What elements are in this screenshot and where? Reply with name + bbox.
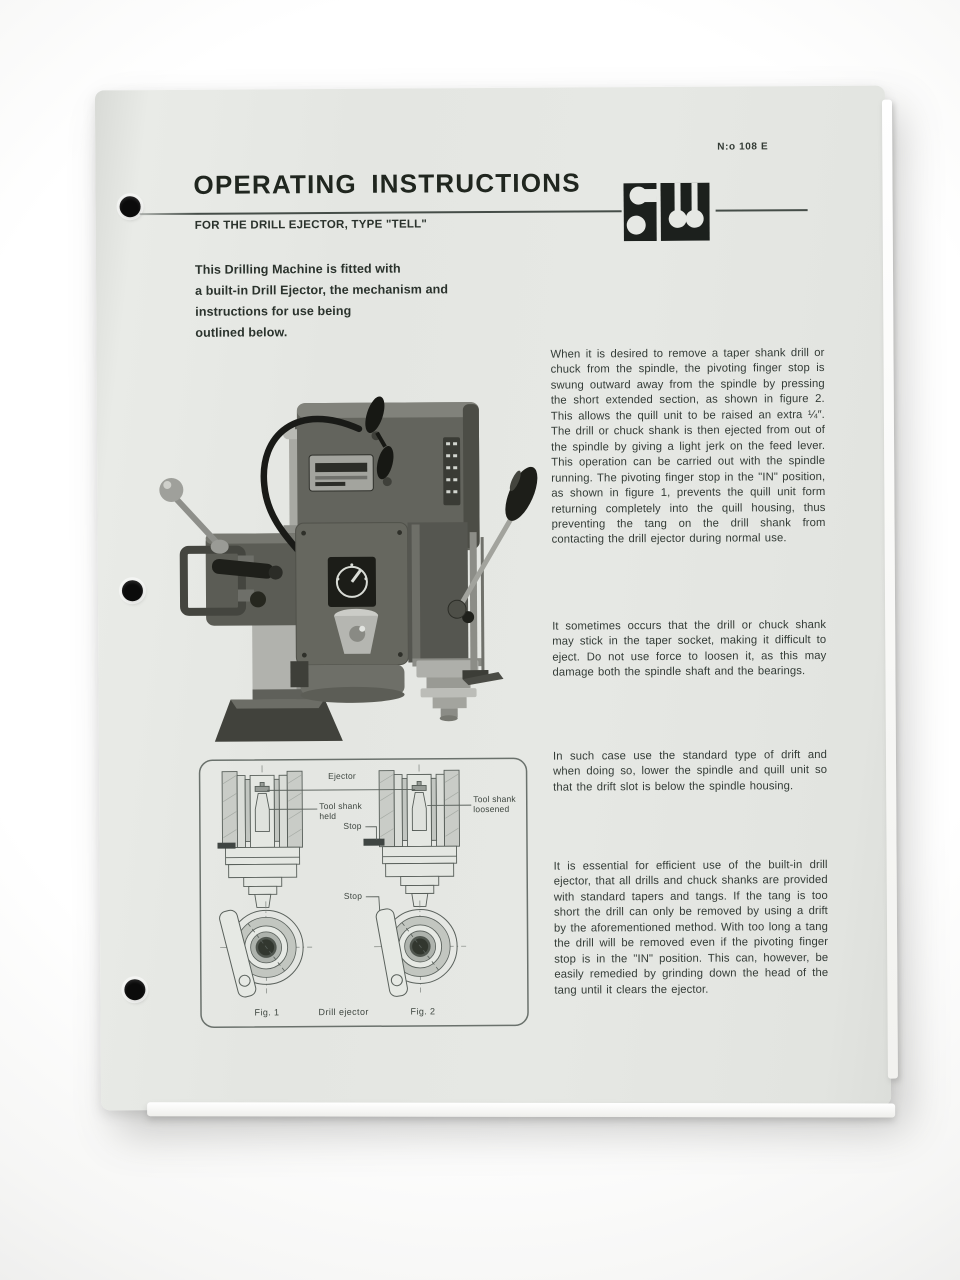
header-rule-right	[716, 209, 808, 212]
caption-fig1: Fig. 1	[254, 1007, 280, 1018]
speed-dial	[328, 557, 376, 607]
label-ejector: Ejector	[328, 770, 356, 782]
am-logo-graphic	[623, 183, 709, 242]
label-stop-upper: Stop	[343, 820, 362, 831]
intro-paragraph: This Drilling Machine is fitted with a built-in Drill Ejector, the mechanism and instructions for use being outlined below.	[194, 261, 449, 340]
brand-logo-am	[623, 183, 709, 242]
page-title: OPERATING INSTRUCTIONS	[193, 167, 581, 200]
body-paragraph-3: In such case use the standard type of drift and when doing so, lower the spindle and quill unit so that the drift slot is below the spindle housing.	[552, 748, 828, 794]
page-subtitle: FOR THE DRILL EJECTOR, TYPE "TELL"	[194, 218, 428, 232]
page-stack-edge-right	[882, 100, 898, 1079]
document-page	[95, 86, 891, 1111]
document-number: N:o 108 E	[717, 141, 769, 153]
page-stack-edge-bottom	[147, 1102, 895, 1117]
body-paragraph-4: It is essential for efficient use of the built-in drill ejector, that all drills and chuck shanks are provided with standard tapers and tangs. If the tang is too short the drill can only be removed by using a drift by the aforementioned method. With too long a tang the drill will be removed even if the pivoting finger stop is in the "IN" position. This can, however, be easily remedied by grinding down the head of the tang until it clears the ejector.	[553, 858, 829, 997]
caption-fig2: Fig. 2	[410, 1006, 436, 1017]
body-paragraph-1: When it is desired to remove a taper shank drill or chuck from the spindle, the pivoting finger stop is swung outward away from the spindle by pressing the short extended section, as shown in figure 2. This allows the quill unit to be raised an extra ¼″. The drill or chuck shank is then ejected from out of the spindle by giving a light jerk on the feed lever. This operation can be carried out with the spindle running. The pivoting finger stop in the "IN" position, as shown in figure 1, prevents the quill unit form returning completely into the quill housing, thus preventing the tang on the drill shank from contacting the drill ejector during normal use.	[550, 346, 826, 547]
label-stop-lower: Stop	[343, 890, 363, 901]
body-paragraph-2: It sometimes occurs that the drill or chuck shank may stick in the taper socket, making it difficult to eject. Do not use force to loosen it, as this may damage both the spindle shaft and the bearings.	[552, 618, 827, 679]
header-rule-left	[140, 210, 622, 215]
punch-hole	[124, 979, 145, 1000]
machine-photo	[149, 382, 551, 744]
punch-hole	[122, 580, 143, 601]
punch-hole	[120, 196, 141, 217]
label-tool-shank-held: Tool shank held	[319, 800, 362, 822]
clamp-ball-lever	[159, 478, 228, 554]
caption-drill-ejector: Drill ejector	[318, 1006, 369, 1018]
figure-panel	[197, 756, 531, 1040]
label-tool-shank-loosened: Tool shank loosened	[473, 793, 516, 815]
